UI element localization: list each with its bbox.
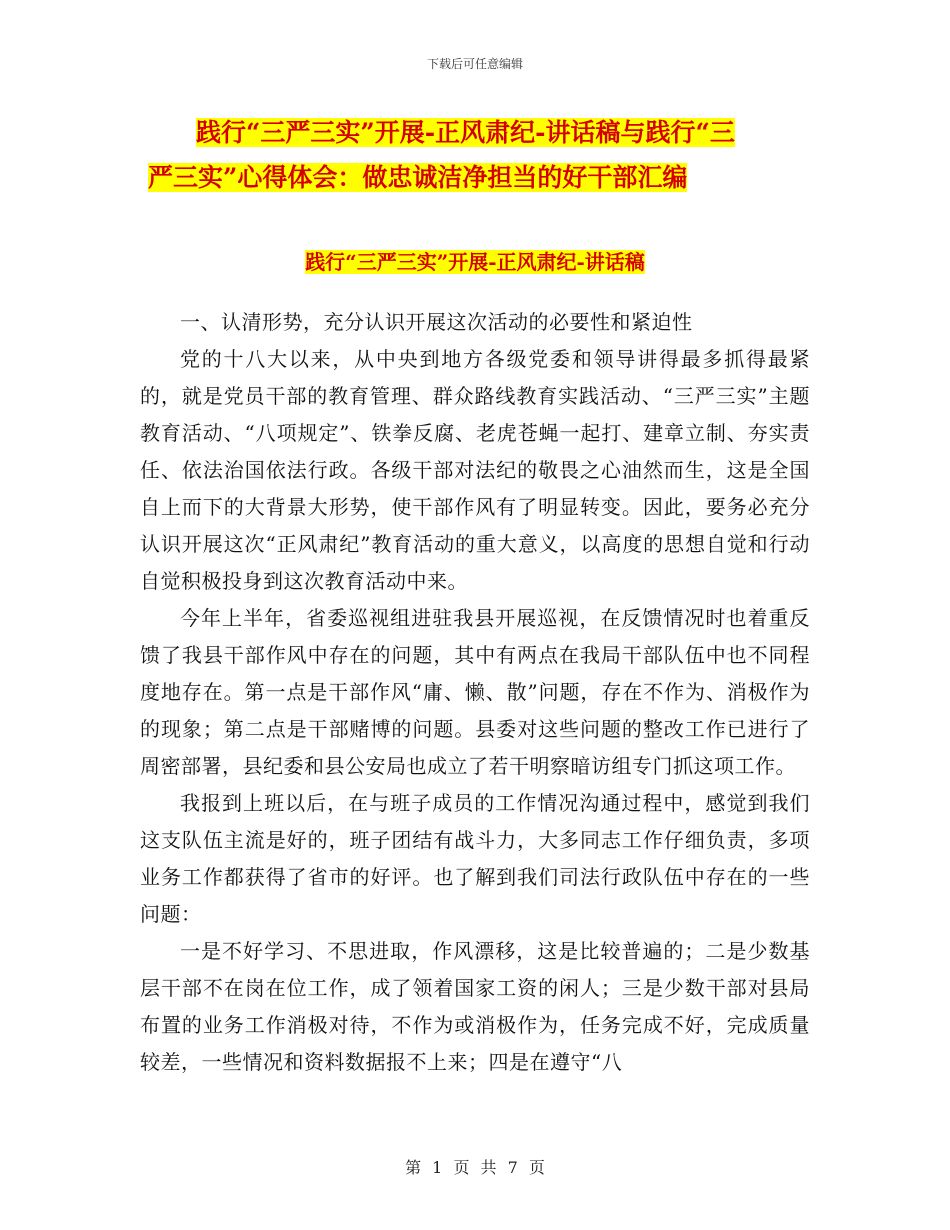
paragraph: 今年上半年，省委巡视组进驻我县开展巡视，在反馈情况时也着重反馈了我县干部作风中存在的问题，其中有两点在我局干部队伍中也不同程度地存在。第一点是干部作风“庸、懒、散”问题，存在不作为、消极作为的现象；第二点是干部赌博的问题。县委对这些问题的整改工作已进行了周密部署，县纪委和县公安局也成立了若干明察暗访组专门抓这项工作。 xyxy=(140,606,810,778)
paragraph: 一是不好学习、不思进取，作风漂移，这是比较普遍的；二是少数基层干部不在岗在位工作，成了领着国家工资的闲人；三是少数干部对县局布置的业务工作消极对待，不作为或消极作为，任务完成不好，完成质量较差，一些情况和资料数据报不上来；四是在遵守“八 xyxy=(140,939,810,1074)
section-title xyxy=(0,246,950,275)
body-text xyxy=(140,304,810,1081)
page-header-note: 下载后可任意编辑 xyxy=(426,57,523,71)
page-number: 第 1 页 共 7 页 xyxy=(405,1158,545,1177)
paragraph: 我报到上班以后，在与班子成员的工作情况沟通过程中，感觉到我们这支队伍主流是好的，班子团结有战斗力，大多同志工作仔细负责，多项业务工作都获得了省市的好评。也了解到我们司法行政队伍中存在的一些问题： xyxy=(140,791,810,926)
section-title-text: 践行“三严三实”开展-正风肃纪-讲话稿 xyxy=(305,250,645,274)
document-title-line2: 严三实”心得体会：做忠诚洁净担当的好干部汇编 xyxy=(148,163,688,192)
paragraph-heading: 一、认清形势，充分认识开展这次活动的必要性和紧迫性 xyxy=(180,310,693,334)
document-title xyxy=(148,110,808,200)
paragraph: 党的十八大以来，从中央到地方各级党委和领导讲得最多抓得最紧的，就是党员干部的教育管理、群众路线教育实践活动、“三严三实”主题教育活动、“八项规定”、铁拳反腐、老虎苍蝇一起打、建章立制、夯实责任、依法治国依法行政。各级干部对法纪的敬畏之心油然而生，这是全国自上而下的大背景大形势，使干部作风有了明显转变。因此，要务必充分认识开展这次“正风肃纪”教育活动的重大意义，以高度的思想自觉和行动自觉积极投身到这次教育活动中来。 xyxy=(140,347,810,593)
document-title-line1: 践行“三严三实”开展-正风肃纪-讲话稿与践行“三 xyxy=(196,118,735,147)
